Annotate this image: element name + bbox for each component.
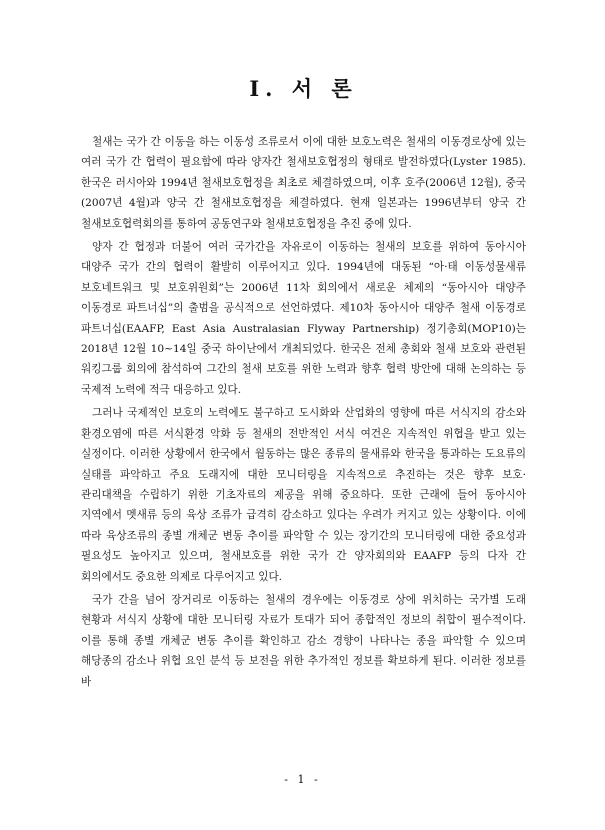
paragraph-3: 그러나 국제적인 보호의 노력에도 불구하고 도시화와 산업화의 영향에 따른 서식지의 감소와 환경오염에 따른 서식환경 악화 등 철새의 전반적인 서식 여건은 지속적인 위협을 받고 있는 실정이다. 이러한 상황에서 한국에서 월동하는 많은 종류의 물새류와 한국을 통과하는 도요류의 실태를 파악하고 주요 도래지에 대한 모니터링을 지속적으로 추진하는 것은 향후 보호·관리대책을 수립하기 위한 기초자료의 제공을 위해 중요하다. 또한 근래에 들어 동아시아 지역에서 멧새류 등의 육상 조류가 급격히 감소하고 있다는 우려가 커지고 있는 상황이다. 이에 따라 육상조류의 종별 개체군 변동 추이를 파악할 수 있는 장기간의 모니터링에 대한 중요성과 필요성도 높아지고 있으며, 철새보호를 위한 국가 간 양자회의와 EAAFP 등의 다자 간 회의에서도 중요한 의제로 다루어지고 있다. (81, 407, 526, 583)
paragraph-4: 국가 간을 넘어 장거리로 이동하는 철새의 경우에는 이동경로 상에 위치하는 국가별 도래 현황과 서식지 상황에 대한 모니터링 자료가 토대가 되어 종합적인 정보의 취합이 필수적이다. 이를 통해 종별 개체군 변동 추이를 확인하고 감소 경향이 나타나는 종을 파악할 수 있으며 해당종의 감소나 위협 요인 분석 등 보전을 위한 추가적인 정보를 확보하게 된다. 이러한 정보를 바 (81, 593, 526, 688)
section-title: I. 서 론 (249, 76, 358, 101)
paragraph-2: 양자 간 협정과 더불어 여러 국가간을 자유로이 이동하는 철새의 보호를 위하여 동아시아 대양주 국가 간의 협력이 활발히 이루어지고 있다. 1994년에 대동된 “아·태 이동성물새류 보호네트워크 및 보호위원회”는 2006년 11차 회의에서 새로운 체제의 “동아시아 대양주 이동경로 파트너십”의 출범을 공식적으로 선언하였다. 제10차 동아시아 대양주 철새 이동경로 파트너십(EAAFP, East Asia Australasian Flyway Partnership) 정기총회(MOP10)는 2018년 12월 10~14일 중국 하이난에서 개최되었다. 한국은 전체 총회와 철새 보호와 관련된 워킹그룹 회의에 참석하여 그간의 철새 보호를 위한 노력과 향후 협력 방안에 대해 논의하는 등 국제적 노력에 적극 대응하고 있다. (81, 241, 526, 396)
paragraph-1: 철새는 국가 간 이동을 하는 이동성 조류로서 이에 대한 보호노력은 철새의 이동경로상에 있는 여러 국가 간 협력이 필요함에 따라 양자간 철새보호협정의 형태로 발전하였다(Lyster 1985). 한국은 러시아와 1994년 철새보호협정을 최초로 체결하였으며, 이후 호주(2006년 12월), 중국(2007년 4월)과 양국 간 철새보호협정을 체결하였다. 현재 일본과는 1996년부터 양국 간 철새보호협력회의를 통하여 공동연구와 철새보호협정을 추진 중에 있다. (81, 136, 526, 230)
page-number: - 1 - (284, 773, 321, 786)
